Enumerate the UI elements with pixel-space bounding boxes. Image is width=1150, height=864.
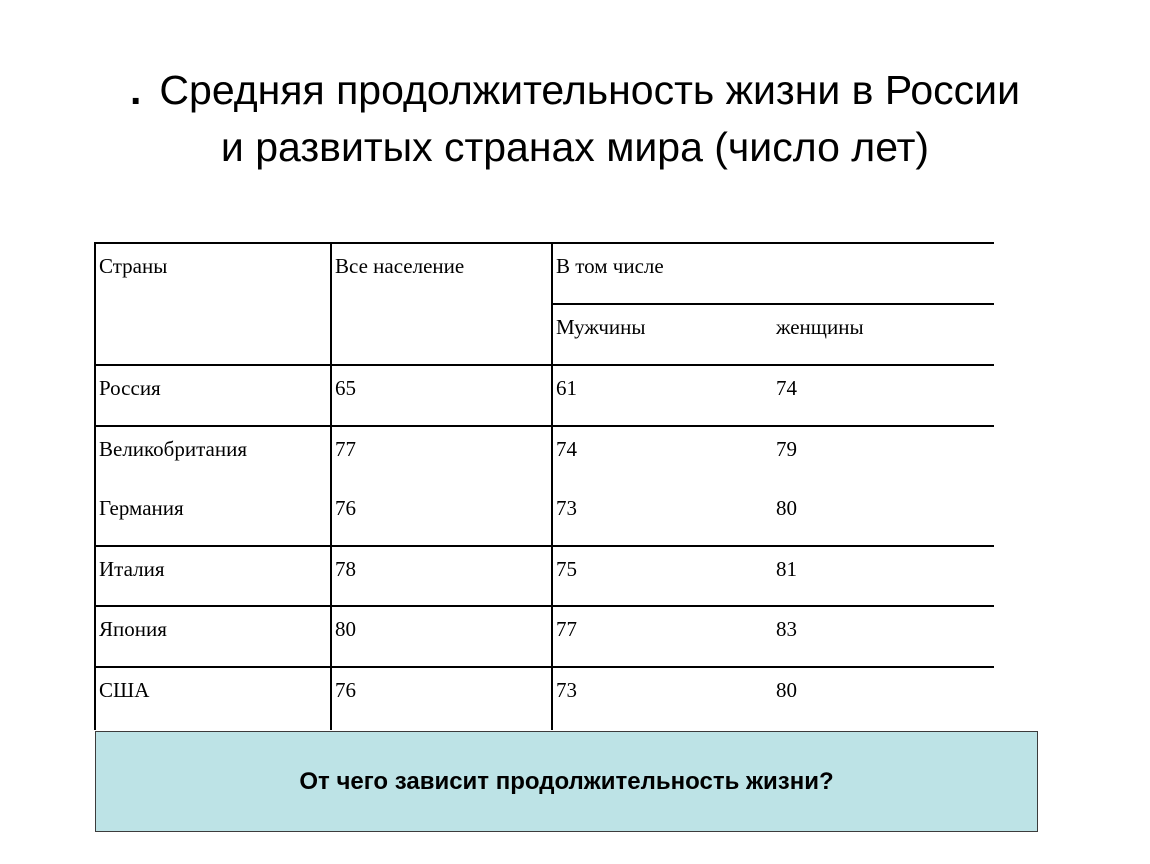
- table-row: [95, 667, 994, 730]
- cell-total: 78: [331, 546, 552, 606]
- cell-women: 81: [773, 546, 994, 606]
- header-total: Все население: [331, 244, 552, 365]
- cell-country: Япония: [95, 606, 331, 667]
- cell-country: Германия: [95, 486, 331, 546]
- cell-total: 76: [331, 667, 552, 730]
- cell-men: 77: [552, 606, 773, 667]
- cell-women: 79: [773, 426, 994, 486]
- table-row: [95, 486, 994, 546]
- title-bullet: .: [130, 67, 142, 113]
- cell-total: 80: [331, 606, 552, 667]
- header-men: Мужчины: [552, 304, 773, 365]
- cell-country: Великобритания: [95, 426, 331, 486]
- cell-country: Италия: [95, 546, 331, 606]
- cell-total: 76: [331, 486, 552, 546]
- title-text-1: Средняя продолжительность жизни в России: [159, 67, 1020, 113]
- cell-country: США: [95, 667, 331, 730]
- table-row: [95, 606, 994, 667]
- cell-total: 77: [331, 426, 552, 486]
- cell-men: 75: [552, 546, 773, 606]
- table-header-row: [95, 244, 994, 304]
- cell-men: 73: [552, 486, 773, 546]
- slide-title: [0, 62, 1150, 176]
- header-including: В том числе: [552, 244, 994, 304]
- title-line-2: и развитых странах мира (число лет): [220, 124, 930, 170]
- cell-women: 80: [773, 667, 994, 730]
- question-text: От чего зависит продолжительность жизни?: [299, 767, 834, 795]
- cell-women: 74: [773, 365, 994, 426]
- table-row: [95, 546, 994, 606]
- table-row: [95, 426, 994, 486]
- cell-country: Россия: [95, 365, 331, 426]
- cell-total: 65: [331, 365, 552, 426]
- header-women: женщины: [773, 304, 994, 365]
- cell-men: 74: [552, 426, 773, 486]
- header-country: Страны: [95, 244, 331, 365]
- question-box: [95, 731, 1038, 832]
- cell-women: 83: [773, 606, 994, 667]
- cell-women: 80: [773, 486, 994, 546]
- title-line-1: [0, 62, 1150, 119]
- cell-men: 73: [552, 667, 773, 730]
- life-expectancy-table: [94, 242, 994, 730]
- cell-men: 61: [552, 365, 773, 426]
- table-row: [95, 365, 994, 426]
